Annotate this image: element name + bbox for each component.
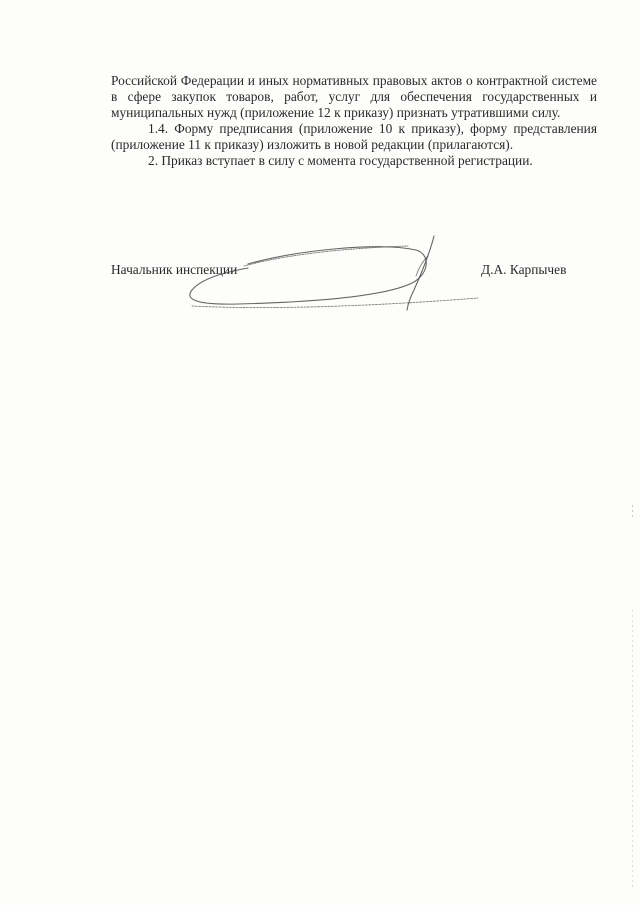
signature-underline-stroke (192, 298, 478, 308)
scan-artifact-upper (632, 505, 633, 519)
signatory-name: Д.А. Карпычев (481, 262, 567, 277)
document-body (111, 73, 597, 169)
signature-upper-stroke (244, 246, 408, 266)
paragraph-legal-acts: Российской Федерации и иных нормативных правовых актов о контрактной системе в сфере закупок товаров, работ, услуг для обеспечения государственных и муниципальных нужд (приложение 12 к приказу) признать утратившими силу. (111, 73, 597, 120)
handwritten-signature (178, 232, 488, 314)
paragraph-effective-date: 2. Приказ вступает в силу с момента государственной регистрации. (148, 153, 533, 168)
paragraph-forms: 1.4. Форму предписания (приложение 10 к приказу), форму представления (приложение 11 к приказу) изложить в новой редакции (прилагаются). (111, 121, 597, 152)
signature-vertical-stroke (407, 236, 434, 310)
signature-loop-stroke (190, 247, 426, 304)
scan-artifact-lower (632, 610, 633, 890)
signatory-position: Начальник инспекции (111, 262, 238, 277)
